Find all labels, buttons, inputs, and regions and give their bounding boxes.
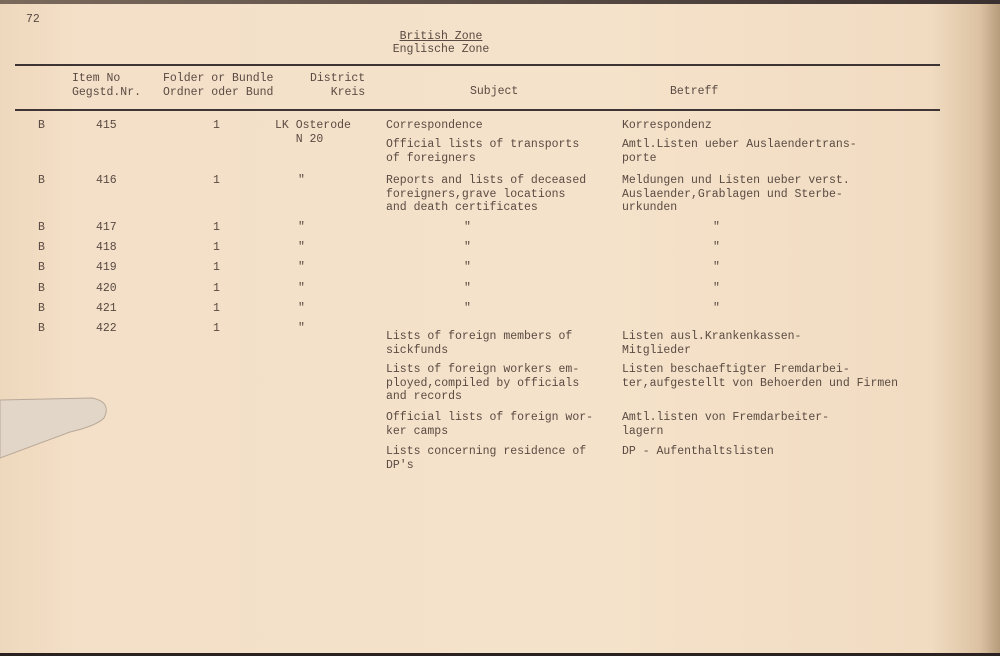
item-number: 422	[96, 322, 117, 335]
folder-number: 1	[213, 119, 220, 132]
scan-top-edge	[0, 0, 1000, 4]
item-number: 420	[96, 282, 117, 295]
betreff-entry: Listen ausl.Krankenkassen- Mitglieder	[622, 330, 802, 357]
folder-number: 1	[213, 261, 220, 274]
item-number: 416	[96, 174, 117, 187]
folder-number: 1	[213, 174, 220, 187]
subject-entry: Official lists of foreign wor- ker camps	[386, 411, 594, 438]
betreff-entry: Meldungen und Listen ueber verst. Auslaender,Grablagen und Sterbe- urkunden	[622, 174, 850, 215]
folder-number: 1	[213, 221, 220, 234]
folder-number: 1	[213, 241, 220, 254]
row-prefix: B	[38, 241, 45, 254]
header-subject: Subject	[470, 85, 519, 98]
betreff-entry: "	[713, 261, 720, 274]
folder-number: 1	[213, 322, 220, 335]
district: "	[298, 241, 305, 254]
district: "	[298, 322, 305, 335]
page-number: 72	[26, 13, 40, 26]
folder-number: 1	[213, 302, 220, 315]
title-german: Englische Zone	[392, 43, 490, 56]
subject-entry: Lists of foreign members of sickfunds	[386, 330, 573, 357]
district: "	[298, 221, 305, 234]
district: LK Osterode N 20	[275, 119, 351, 146]
betreff-entry: Korrespondenz	[622, 119, 712, 132]
paper-clip-shadow	[0, 392, 115, 462]
betreff-entry: "	[713, 241, 720, 254]
district: "	[298, 174, 305, 187]
row-prefix: B	[38, 174, 45, 187]
item-number: 415	[96, 119, 117, 132]
item-number: 419	[96, 261, 117, 274]
district: "	[298, 302, 305, 315]
row-prefix: B	[38, 282, 45, 295]
header-bottom-rule	[15, 109, 940, 111]
subject-entry: "	[464, 261, 471, 274]
row-prefix: B	[38, 322, 45, 335]
header-betreff: Betreff	[670, 85, 719, 98]
item-number: 421	[96, 302, 117, 315]
item-number: 418	[96, 241, 117, 254]
subject-entry: Lists concerning residence of DP's	[386, 445, 587, 472]
subject-entry: "	[464, 302, 471, 315]
row-prefix: B	[38, 221, 45, 234]
header-district: District Kreis	[310, 72, 366, 99]
subject-entry: Official lists of transports of foreigners	[386, 138, 580, 165]
district: "	[298, 282, 305, 295]
betreff-entry: Amtl.Listen ueber Auslaendertrans- porte	[622, 138, 857, 165]
row-prefix: B	[38, 119, 45, 132]
subject-entry: "	[464, 221, 471, 234]
header-item: Item No Gegstd.Nr.	[72, 72, 142, 99]
subject-entry: Lists of foreign workers em- ployed,compiled by officials and records	[386, 363, 580, 404]
betreff-entry: "	[713, 221, 720, 234]
row-prefix: B	[38, 261, 45, 274]
header-top-rule	[15, 64, 940, 66]
folder-number: 1	[213, 282, 220, 295]
row-prefix: B	[38, 302, 45, 315]
title-english: British Zone	[399, 30, 483, 43]
district: "	[298, 261, 305, 274]
subject-entry: Reports and lists of deceased foreigners,grave locations and death certificates	[386, 174, 587, 215]
subject-entry: "	[464, 241, 471, 254]
betreff-entry: Listen beschaeftigter Fremdarbei- ter,aufgestellt von Behoerden und Firmen	[622, 363, 899, 390]
subject-entry: "	[464, 282, 471, 295]
subject-entry: Correspondence	[386, 119, 483, 132]
betreff-entry: "	[713, 282, 720, 295]
betreff-entry: Amtl.listen von Fremdarbeiter- lagern	[622, 411, 830, 438]
betreff-entry: "	[713, 302, 720, 315]
header-folder: Folder or Bundle Ordner oder Bund	[163, 72, 274, 99]
betreff-entry: DP - Aufenthaltslisten	[622, 445, 774, 458]
item-number: 417	[96, 221, 117, 234]
